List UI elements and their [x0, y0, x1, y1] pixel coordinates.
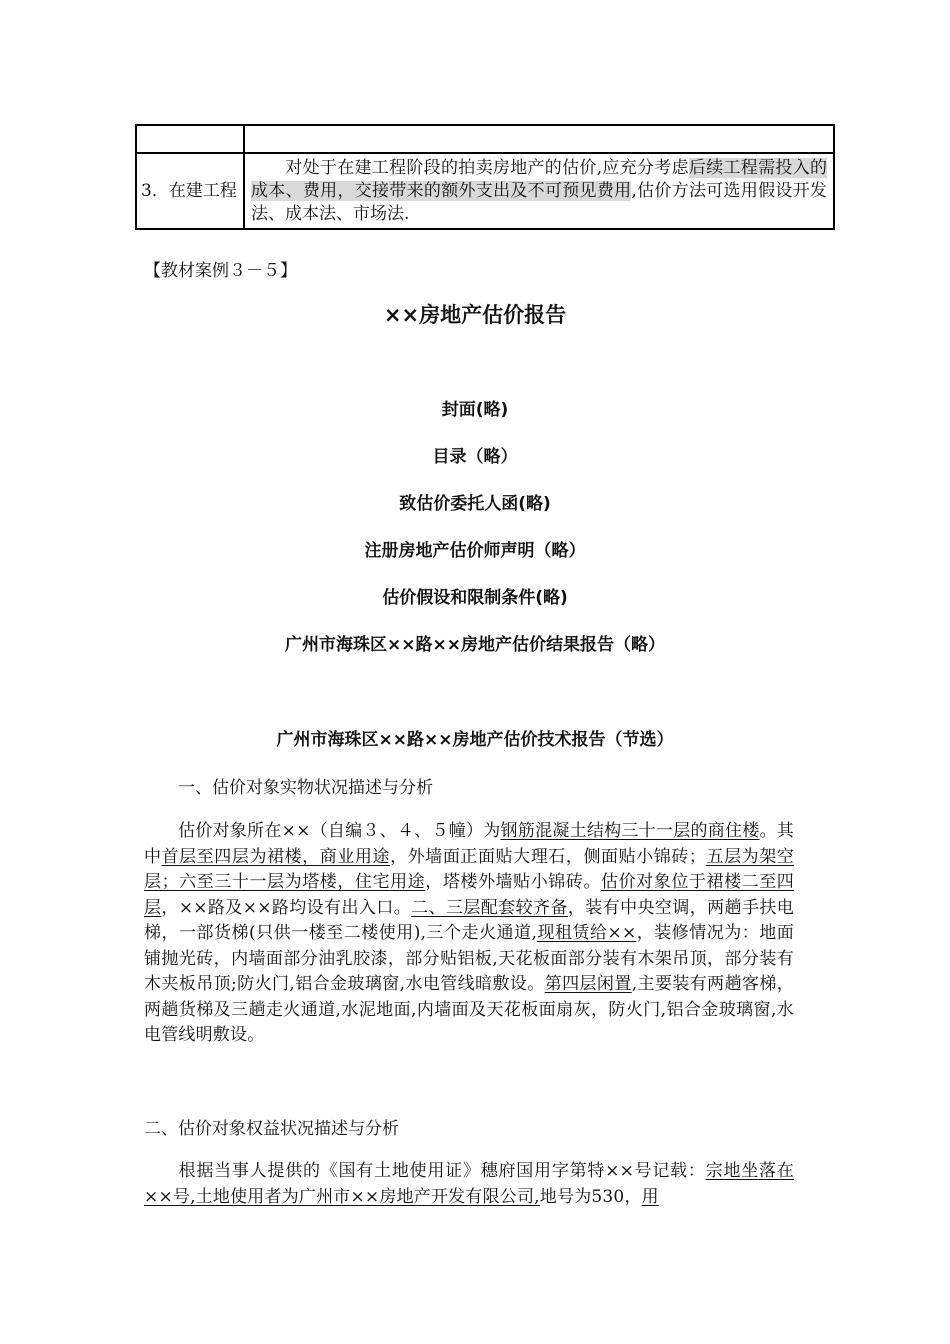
table-cell-description [244, 153, 834, 229]
paragraph-physical [144, 819, 794, 1049]
text-run: 地号为530， [539, 1186, 642, 1207]
section-cover: 封面(略) [441, 400, 509, 420]
text-run: ,主要装有两趟客梯，两趟货梯及三趟走火通道,水泥地面,内墙面及天花板面扇灰，防火门,铝合金玻璃窗,水电管线明敷设。 [144, 974, 795, 1045]
text-run: ，××路及××路均设有出入口。 [161, 897, 412, 918]
tech-report-title: 广州市海珠区××路××房地产估价技术报告（节选） [276, 730, 674, 750]
text-run: 根据当事人提供的《国有土地使用证》穗府国用字第特××号记载： [178, 1161, 706, 1181]
text-run: ，装有中央空调，两趟手扶电梯，一部货梯(只供一楼至二楼使用),三个走火通道, [144, 897, 794, 943]
heading-rights: 二、估价对象权益状况描述与分析 [144, 1119, 399, 1139]
section-declaration: 注册房地产估价师声明（略） [364, 541, 586, 561]
description-text: 对处于在建工程阶段的拍卖房地产的估价,应充分考虑 [285, 158, 689, 178]
underlined-text: 首层至四层为裙楼，商业用途 [161, 846, 391, 867]
section-assumptions: 估价假设和限制条件(略) [382, 588, 568, 608]
text-run: 。其中 [144, 821, 794, 867]
underlined-text: 宗地坐落在××号,土地使用者为广州市××房地产开发有限公司, [144, 1161, 794, 1207]
highlighted-text: 后续工程需投入的成本、费用，交接带来的额外支出及不可预见费用 [251, 158, 828, 201]
heading-physical: 一、估价对象实物状况描述与分析 [178, 778, 433, 798]
underlined-text: 第四层闲置 [544, 974, 632, 994]
table-row [136, 125, 834, 153]
underlined-text: 二、三层配套较齐备 [411, 897, 568, 918]
underlined-text: 现租赁给×× [537, 923, 637, 943]
case-label: 【教材案例３－５】 [144, 261, 297, 281]
underlined-text: 五层为架空层；六至三十一层为塔楼，住宅用途 [144, 846, 794, 892]
table-cell [136, 125, 244, 153]
section-letter: 致估价委托人函(略) [399, 494, 551, 514]
section-result-report: 广州市海珠区××路××房地产估价结果报告（略） [285, 635, 665, 655]
underlined-text: 估价对象位于裙楼二至四层 [144, 872, 795, 918]
table-cell [244, 125, 834, 153]
underlined-text: 钢筋混凝土结构三十一层的商住楼 [500, 821, 760, 841]
case-table [135, 124, 835, 230]
text-run: 估价对象所在××（自编３、４、５幢）为 [178, 821, 501, 841]
report-title: ××房地产估价报告 [383, 303, 567, 327]
text-run: ，外墙面正面贴大理石，侧面贴小锦砖； [390, 846, 707, 867]
underlined-text: 用 [641, 1186, 659, 1207]
text-run: ，塔楼外墙贴小锦砖。 [425, 872, 602, 892]
text-run: ，装修情况为：地面铺抛光砖，内墙面部分油乳胶漆，部分贴铝板,天花板面部分装有木架吊顶，部分装有木夹板吊顶;防火门,铝合金玻璃窗,水电管线暗敷设。 [144, 923, 794, 994]
section-toc: 目录（略） [432, 447, 518, 467]
description-text: ,估价方法可选用假设开发法、成本法、市场法. [251, 181, 828, 224]
table-cell-category: 3．在建工程 [136, 153, 244, 229]
table-row [136, 153, 834, 229]
paragraph-rights [144, 1159, 794, 1210]
